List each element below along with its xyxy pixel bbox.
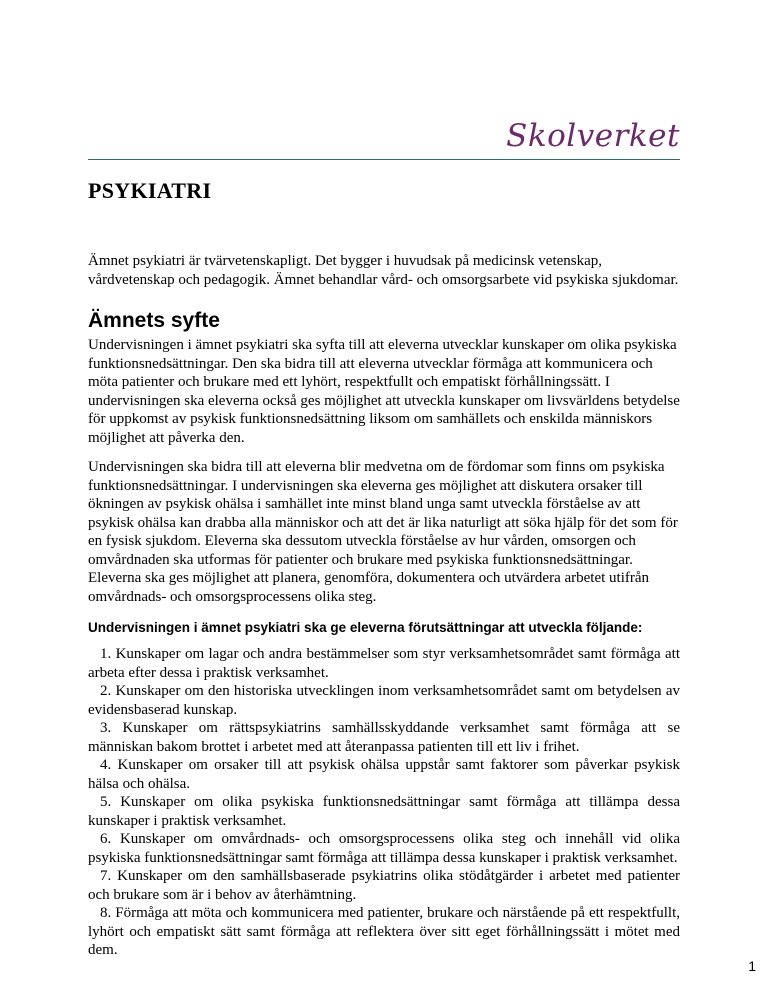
list-item: 8. Förmåga att möta och kommunicera med patienter, brukare och närstående på ett respektfullt, lyhört och empatiskt sätt samt förmåga att reflektera över sitt eget förhållningssätt i mötet med dem. [88,905,680,958]
list-item: 7. Kunskaper om den samhällsbaserade psykiatrins olika stödåtgärder i arbetet med patienter och brukare som är i behov av återhämtning. [88,868,680,903]
intro-paragraph: Ämnet psykiatri är tvärvetenskapligt. Det bygger i huvudsak på medicinsk vetenskap, vårdvetenskap och pedagogik. Ämnet behandlar vård- och omsorgsarbete vid psykiska sjukdomar. [88,253,679,288]
list-item: 2. Kunskaper om den historiska utvecklingen inom verksamhetsområdet samt om betydelsen av evidensbaserad kunskap. [88,683,680,718]
page-number: 1 [748,958,756,974]
skolverket-logo: Skolverket [506,118,680,154]
list-item: 3. Kunskaper om rättspsykiatrins samhällsskyddande verksamhet samt förmåga att se människan bakom brottet i arbetet med att återanpassa patienten till ett liv i frihet. [88,720,680,755]
header-divider [88,159,680,160]
list-item: 5. Kunskaper om olika psykiska funktionsnedsättningar samt förmåga att tillämpa dessa kunskaper i praktisk verksamhet. [88,794,680,829]
list-item: 1. Kunskaper om lagar och andra bestämmelser som styr verksamhetsområdet samt förmåga att arbeta efter dessa i praktisk verksamhet. [88,646,680,681]
list-item: 6. Kunskaper om omvårdnads- och omsorgsprocessens olika steg och innehåll vid olika psykiska funktionsnedsättningar samt förmåga att tillämpa dessa kunskaper i praktisk verksamhet. [88,831,680,866]
page-title: PSYKIATRI [88,178,212,203]
section-heading: Ämnets syfte [88,309,220,332]
list-item: 4. Kunskaper om orsaker till att psykisk ohälsa uppstår samt faktorer som påverkar psykisk hälsa och ohälsa. [88,757,680,792]
purpose-paragraph-1: Undervisningen i ämnet psykiatri ska syfta till att eleverna utvecklar kunskaper om olika psykiska funktionsnedsättningar. Den ska bidra till att eleverna utvecklar förmåga att kommunicera och möta patienter och brukare med ett lyhört, respektfullt och empatiskt förhållningssätt. I undervisningen ska eleverna också ges möjlighet att utveckla kunskaper om livsvärldens betydelse för uppkomst av psykisk funktionsnedsättning liksom om samhällets och enskilda människors möjlighet att påverka den. [88,337,680,446]
purpose-paragraph-2: Undervisningen ska bidra till att eleverna blir medvetna om de fördomar som finns om psykiska funktionsnedsättningar. I undervisningen ska eleverna ges möjlighet att diskutera orsaker till ökningen av psykisk ohälsa i samhället inte minst bland unga samt utveckla förståelse av att psykisk ohälsa kan drabba alla människor och att det är lika naturligt att söka hjälp för det som för en fysisk sjukdom. Eleverna ska dessutom utveckla förståelse av hur vården, omsorgen och omvårdnaden ska utformas för patienter och brukare med psykiska funktionsnedsättningar. Eleverna ska ges möjlighet att planera, genomföra, dokumentera och utvärdera arbetet utifrån omvårdnads- och omsorgsprocessens olika steg. [88,459,678,605]
goals-list [88,645,680,960]
list-heading: Undervisningen i ämnet psykiatri ska ge eleverna förutsättningar att utveckla följande: [88,620,643,635]
document-body [88,178,680,960]
